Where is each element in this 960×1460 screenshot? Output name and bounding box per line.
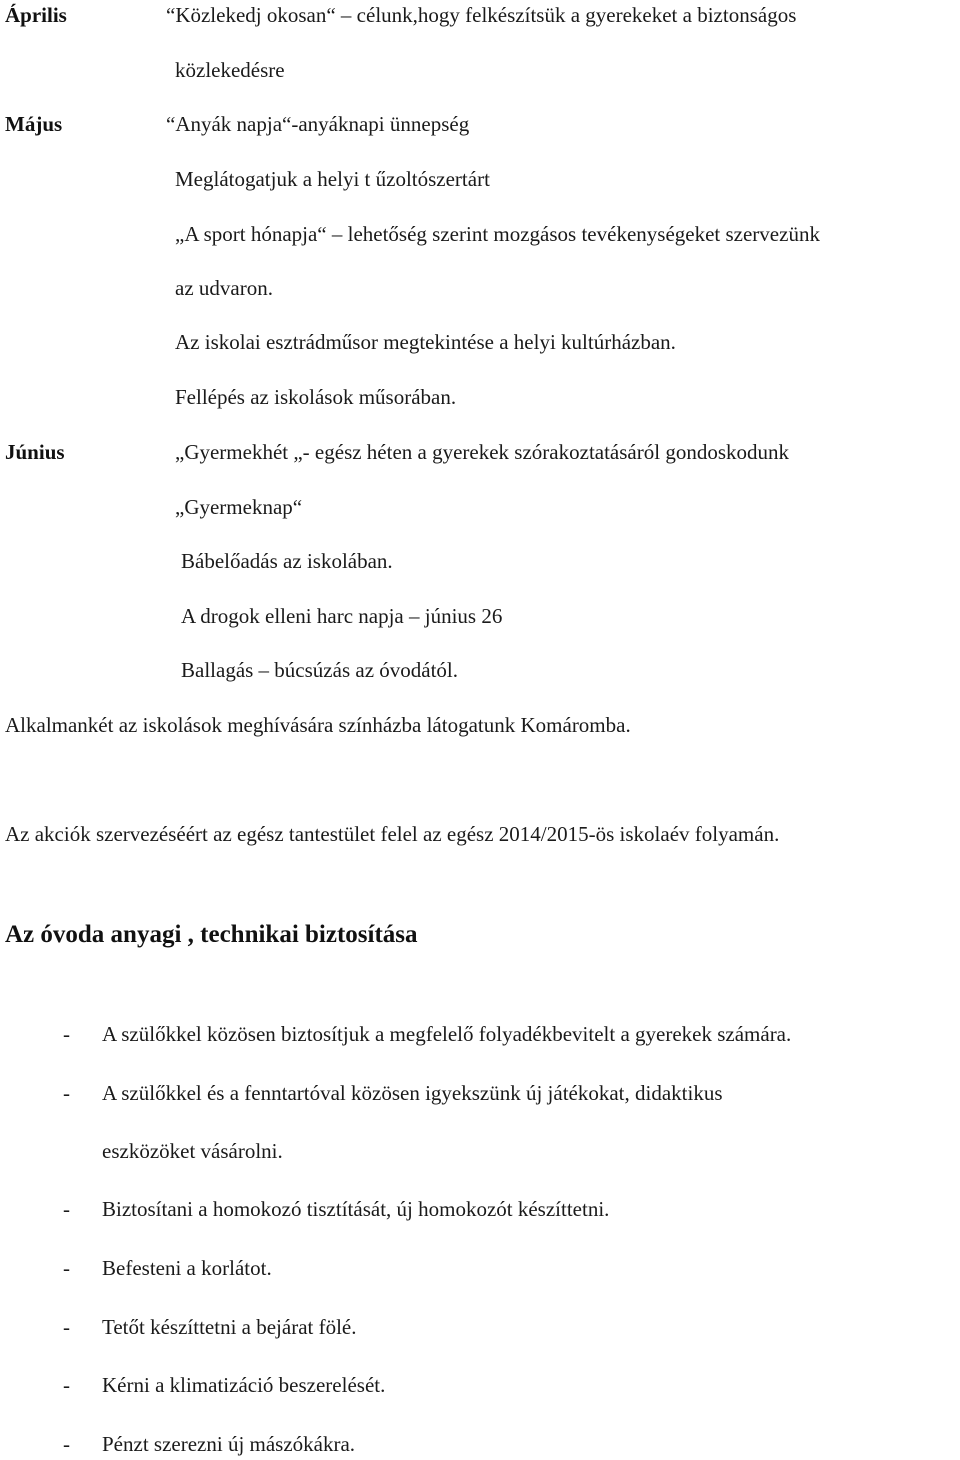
list-item-continuation: eszközöket vásárolni. [102,1139,283,1163]
list-item: Befesteni a korlátot. [102,1256,272,1280]
month-label-majus: Május [5,112,63,136]
list-item: A szülőkkel és a fenntartóval közösen igyekszünk új játékokat, didaktikus [102,1081,723,1105]
aprilis-line-1: “Közlekedj okosan“ – célunk,hogy felkészítsük a gyerekeket a biztonságos [166,3,797,27]
majus-line-3: „A sport hónapja“ – lehetőség szerint mozgásos tevékenységeket szervezünk [175,222,820,246]
bullet-dash: - [63,1081,70,1105]
majus-line-1: “Anyák napja“-anyáknapi ünnepség [166,112,470,136]
bullet-dash: - [63,1432,70,1456]
aprilis-line-2: közlekedésre [175,58,285,82]
junius-line-3: Bábelőadás az iskolában. [181,549,393,573]
junius-line-1: „Gyermekhét „- egész héten a gyerekek szórakoztatásáról gondoskodunk [175,440,789,464]
list-item: Kérni a klimatizáció beszerelését. [102,1373,386,1397]
junius-line-4: A drogok elleni harc napja – június 26 [181,604,503,628]
list-item: Biztosítani a homokozó tisztítását, új homokozót készíttetni. [102,1197,610,1221]
theatre-note: Alkalmankét az iskolások meghívására színházba látogatunk Komáromba. [5,713,631,737]
junius-line-5: Ballagás – búcsúzás az óvodától. [181,658,458,682]
majus-line-2: Meglátogatjuk a helyi t űzoltószertárt [175,167,490,191]
responsibility-note: Az akciók szervezéséért az egész tantestület felel az egész 2014/2015-ös iskolaév folyamán. [5,822,780,846]
month-label-junius: Június [5,440,65,464]
list-item: Tetőt készíttetni a bejárat fölé. [102,1315,357,1339]
majus-line-6: Fellépés az iskolások műsorában. [175,385,457,409]
section-heading: Az óvoda anyagi , technikai biztosítása [5,921,418,948]
bullet-dash: - [63,1315,70,1339]
bullet-dash: - [63,1197,70,1221]
list-item: A szülőkkel közösen biztosítjuk a megfelelő folyadékbevitelt a gyerekek számára. [102,1022,792,1046]
bullet-dash: - [63,1373,70,1397]
majus-line-4: az udvaron. [175,276,273,300]
month-label-aprilis: Április [5,3,67,27]
majus-line-5: Az iskolai esztrádműsor megtekintése a helyi kultúrházban. [175,330,676,354]
bullet-dash: - [63,1022,70,1046]
bullet-dash: - [63,1256,70,1280]
junius-line-2: „Gyermeknap“ [175,495,303,519]
list-item: Pénzt szerezni új mászókákra. [102,1432,356,1456]
